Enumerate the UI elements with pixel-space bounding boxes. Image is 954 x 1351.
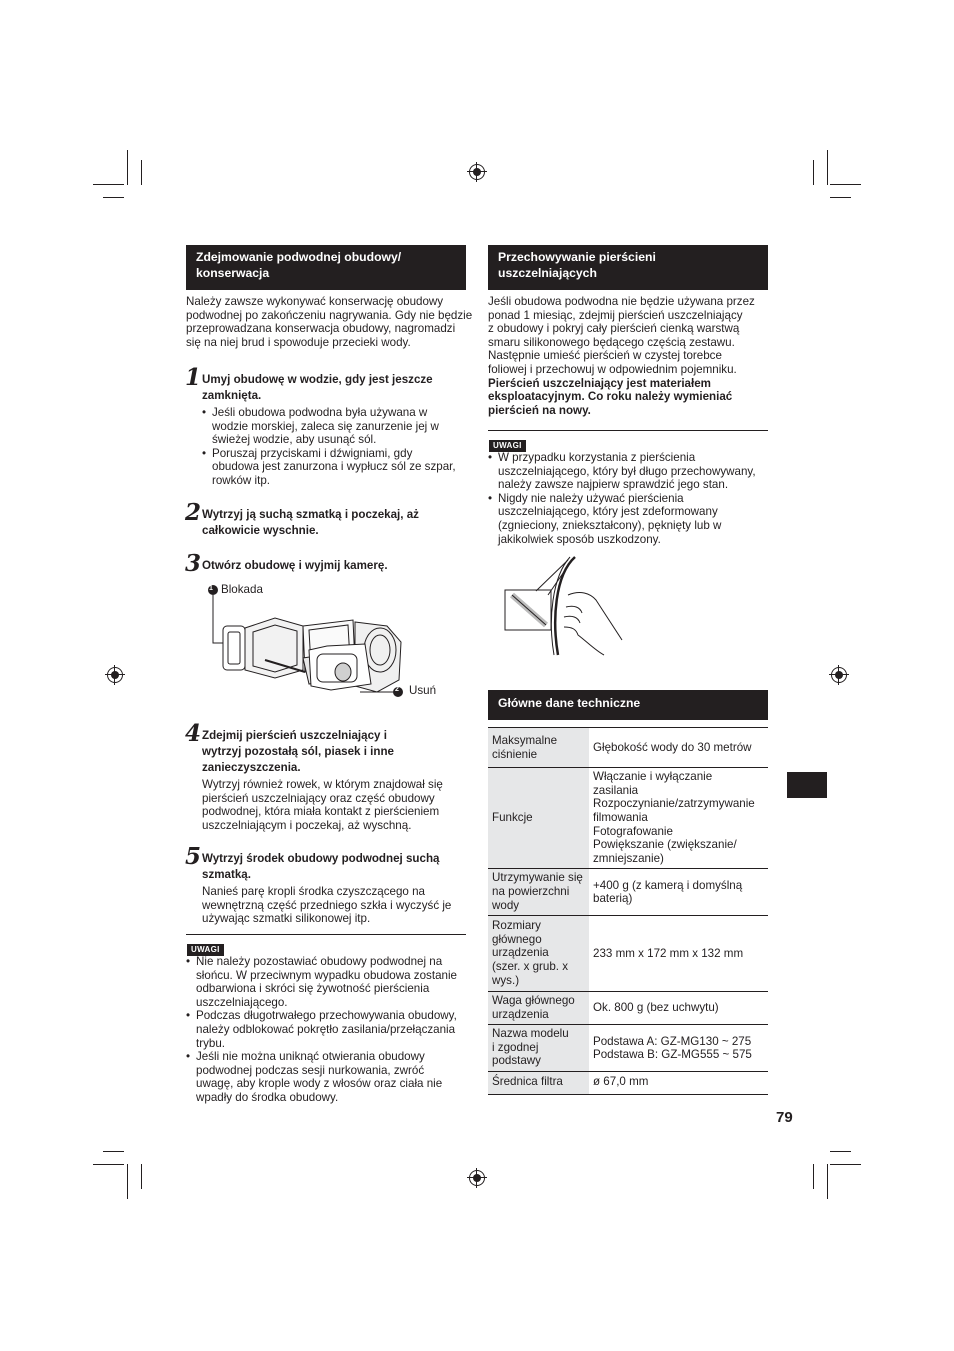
text-line: (szer. x grub. x <box>492 959 569 973</box>
text-line: baterią) <box>593 892 633 906</box>
step-body <box>202 885 477 926</box>
text-line: Jeśli obudowa podwodna nie będzie używana przez <box>488 295 755 308</box>
text-line: • Poruszaj przyciskami i dźwigniami, gdy <box>212 446 413 460</box>
text-line: ciśnienie <box>492 747 538 761</box>
callout-index: 1 <box>209 585 213 592</box>
step-body <box>202 778 477 832</box>
text-line: podwodnej podczas sesji nurkowania, zwróć <box>196 1063 425 1077</box>
text-line: z obudowy i pokryj cały pierścień cienką warstwą <box>488 322 740 336</box>
text-line: urządzenia <box>492 946 549 960</box>
divider <box>488 430 768 431</box>
step-heading <box>202 372 477 404</box>
text-line: jakikolwiek sposób uszkodzony. <box>498 532 661 546</box>
text-line: Nanieś parę kropli środka czyszczącego na <box>202 885 425 898</box>
step-heading <box>202 851 477 883</box>
text-line: • Jeśli nie można uniknąć otwierania obudowy <box>196 1050 425 1064</box>
hand-holding-ring-drawing <box>500 555 630 660</box>
text-line: Następnie umieść pierścień w czystej torebce <box>488 349 722 363</box>
text-line: Głębokość wody do 30 metrów <box>593 740 752 754</box>
spec-key <box>488 869 589 916</box>
text-line: szmatką. <box>202 868 251 881</box>
text-line: używając szmatki silikonowej itp. <box>202 912 371 926</box>
text-line: Fotografowanie <box>593 824 673 838</box>
right-notes <box>488 451 773 546</box>
text-line: uszczelniającego, który jest zdeformowany <box>498 505 718 519</box>
spec-key <box>488 992 589 1025</box>
registration-mark-icon <box>107 667 123 683</box>
text-line: trybu. <box>196 1036 225 1050</box>
text-line: na powierzchni <box>492 884 570 898</box>
spec-key <box>488 728 589 768</box>
text-line: Funkcje <box>492 811 533 825</box>
list-item <box>186 1050 471 1104</box>
table-row <box>488 728 768 768</box>
text-line: wodzie morskiej, zaleca się zanurzenie jej w <box>212 419 439 433</box>
text-line: Wytrzyj również rowek, w którym znajdował się <box>202 778 443 791</box>
section-header-specifications <box>488 690 768 720</box>
table-row <box>488 869 768 916</box>
text-line: głównego <box>492 932 542 946</box>
table-row <box>488 1025 768 1072</box>
section-title-line: Zdejmowanie podwodnej obudowy/ <box>196 250 402 264</box>
text-line: rowków itp. <box>212 473 270 487</box>
step-heading <box>202 507 477 539</box>
text-line: • W przypadku korzystania z pierścienia <box>498 451 696 464</box>
spec-value <box>589 1025 768 1072</box>
text-line: świeżej wodzie, aby usunąć sól. <box>212 433 377 447</box>
text-line: Powiększanie (zwiększanie/ <box>593 838 737 852</box>
text-line: zmniejszanie) <box>593 851 664 865</box>
warning-text <box>488 377 773 418</box>
text-line: wpadły do środka obudowy. <box>196 1090 339 1104</box>
step-heading <box>202 558 477 574</box>
text-line: się na niej brud i spowoduje przecieki wody. <box>186 335 411 349</box>
text-line: wody <box>492 898 520 912</box>
step-number: 2 <box>185 499 202 526</box>
spec-key <box>488 1025 589 1072</box>
spec-value <box>589 1072 768 1095</box>
step-number: 3 <box>185 550 202 577</box>
text-line: Włączanie i wyłączanie <box>593 770 713 784</box>
text-line: obudowa jest zanurzona i wypłucz sól ze szpar, <box>212 460 456 474</box>
text-line: Waga głównego <box>492 994 575 1008</box>
spec-value <box>589 728 768 768</box>
left-notes <box>186 955 471 1105</box>
list-item <box>488 451 773 492</box>
spec-key <box>488 916 589 992</box>
text-line: Zdejmij pierścień uszczelniający i <box>202 729 387 742</box>
text-line: Umyj obudowę w wodzie, gdy jest jeszcze <box>202 373 433 386</box>
section-header-housing-removal <box>186 245 466 290</box>
section-title-line: konserwacja <box>196 266 270 280</box>
text-line: odbarwiona i skróci się żywotność pierścienia <box>196 982 430 996</box>
text-line: Rozmiary <box>492 919 541 933</box>
text-line: smaru silikonowego będącego częścią zestawu. <box>488 335 735 349</box>
callout-label-remove: Usuń <box>409 684 437 697</box>
text-line: podwodnej, która miała kontakt z pierścieniem <box>202 805 440 819</box>
callout-label-lock: Blokada <box>221 583 263 596</box>
text-line: foliowej i przechowuj w odpowiednim pojemniku. <box>488 362 737 376</box>
spec-key <box>488 768 589 869</box>
step-number: 1 <box>185 364 202 391</box>
text-line: należy odblokować pokrętło zasilania/przełączania <box>196 1022 456 1036</box>
text-line: zasilania <box>593 783 639 797</box>
text-line: podwodnej po zakończeniu nagrywania. Gdy nie będzie <box>186 308 473 322</box>
text-line: ponad 1 miesiąc, zdejmij pierścień uszczelniający <box>488 308 743 322</box>
table-row <box>488 916 768 992</box>
list-item <box>186 955 471 1009</box>
text-line: wytrzyj pozostałą sól, piasek i inne <box>202 745 394 758</box>
text-line: ø 67,0 mm <box>593 1075 649 1089</box>
text-line: uszczelniającego. <box>196 995 288 1009</box>
notes-label: UWAGI <box>187 944 224 956</box>
list-item <box>488 492 773 546</box>
section-title-line: Przechowywanie pierścieni <box>498 250 656 264</box>
seal-ring-illustration <box>500 555 630 660</box>
section-title-line: Główne dane techniczne <box>498 696 641 710</box>
table-row <box>488 992 768 1025</box>
text-line: Wytrzyj środek obudowy podwodnej suchą <box>202 852 440 865</box>
text-line: wys.) <box>492 973 520 987</box>
text-line: pierścień uszczelniający oraz część obudowy <box>202 791 435 805</box>
spec-table <box>488 727 768 1095</box>
step-number: 4 <box>185 720 202 747</box>
text-line: • Jeśli obudowa podwodna była używana w <box>212 406 428 419</box>
divider <box>186 934 466 935</box>
text-line: • Nie należy pozostawiać obudowy podwodnej na <box>196 955 443 968</box>
spec-value <box>589 768 768 869</box>
text-line: Otwórz obudowę i wyjmij kamerę. <box>202 559 388 572</box>
text-line: Utrzymywanie się <box>492 871 583 885</box>
left-intro <box>186 295 476 349</box>
list-item <box>202 447 477 488</box>
registration-mark-icon <box>831 667 847 683</box>
right-intro <box>488 295 773 417</box>
step-number: 5 <box>185 843 202 870</box>
text-line: • Nigdy nie należy używać pierścienia <box>498 491 684 505</box>
text-line: Rozpoczynianie/zatrzymywanie <box>593 797 755 811</box>
text-line: całkowicie wyschnie. <box>202 524 319 537</box>
text-line: słońcu. W przeciwnym wypadku obudowa zostanie <box>196 968 457 982</box>
text-line: Nazwa modelu <box>492 1027 569 1041</box>
text-line: Pierścień uszczelniający jest materiałem <box>488 376 711 390</box>
list-item <box>186 1009 471 1050</box>
text-line: Wytrzyj ją suchą szmatką i poczekaj, aż <box>202 508 419 521</box>
text-line: Podstawa A: GZ-MG130 ~ 275 <box>593 1034 752 1048</box>
table-row <box>488 768 768 869</box>
spec-value <box>589 869 768 916</box>
text-line: uszczelniającego, który był długo przechowywany, <box>498 464 756 478</box>
spec-value <box>589 992 768 1025</box>
text-line: uszczelniającym i poczekaj, aż wyschną. <box>202 818 412 832</box>
text-line: przeprowadzana konserwacja obudowy, nagromadzi <box>186 322 456 336</box>
list-item <box>202 406 477 447</box>
text-line: +400 g (z kamerą i domyślną <box>593 878 743 892</box>
table-row <box>488 1072 768 1095</box>
text-line: zamknięta. <box>202 389 262 402</box>
spec-key <box>488 1072 589 1095</box>
text-line: filmowania <box>593 810 648 824</box>
callout-index: 2 <box>395 686 399 693</box>
text-line: 233 mm x 172 mm x 132 mm <box>593 946 744 960</box>
section-thumb-tab <box>787 772 827 798</box>
text-line: zanieczyszczenia. <box>202 761 301 774</box>
section-title-line: uszczelniających <box>498 266 597 280</box>
text-line: i zgodnej <box>492 1040 539 1054</box>
registration-mark-icon <box>469 164 485 180</box>
notes-label: UWAGI <box>489 440 526 452</box>
text-line: pierścień na nowy. <box>488 403 591 417</box>
text-line: urządzenia <box>492 1007 549 1021</box>
text-line: (zgnieciony, zniekształcony), pęknięty lub w <box>498 518 722 532</box>
text-line: należy zawsze najpierw sprawdzić jego stan. <box>498 478 729 492</box>
section-header-ring-storage <box>488 245 768 290</box>
text-line: Średnica filtra <box>492 1075 563 1089</box>
text-line: • Podczas długotrwałego przechowywania obudowy, <box>196 1009 457 1023</box>
text-line: Ok. 800 g (bez uchwytu) <box>593 1001 719 1015</box>
text-line: uwagę, aby krople wody z włosów oraz ciała nie <box>196 1077 443 1091</box>
page-number: 79 <box>776 1109 793 1126</box>
text-line: Maksymalne <box>492 734 558 747</box>
step-heading <box>202 728 477 776</box>
spec-value <box>589 916 768 992</box>
text-line: eksploatacyjnym. Co roku należy wymieniać <box>488 390 733 404</box>
registration-mark-icon <box>469 1170 485 1186</box>
text-line: Należy zawsze wykonywać konserwację obudowy <box>186 295 444 308</box>
step-bullets <box>202 406 477 488</box>
text-line: wewnętrzną część przedniego szkła i wyczyść je <box>202 898 452 912</box>
text-line: podstawy <box>492 1054 541 1068</box>
text-line: Podstawa B: GZ-MG555 ~ 575 <box>593 1048 752 1062</box>
